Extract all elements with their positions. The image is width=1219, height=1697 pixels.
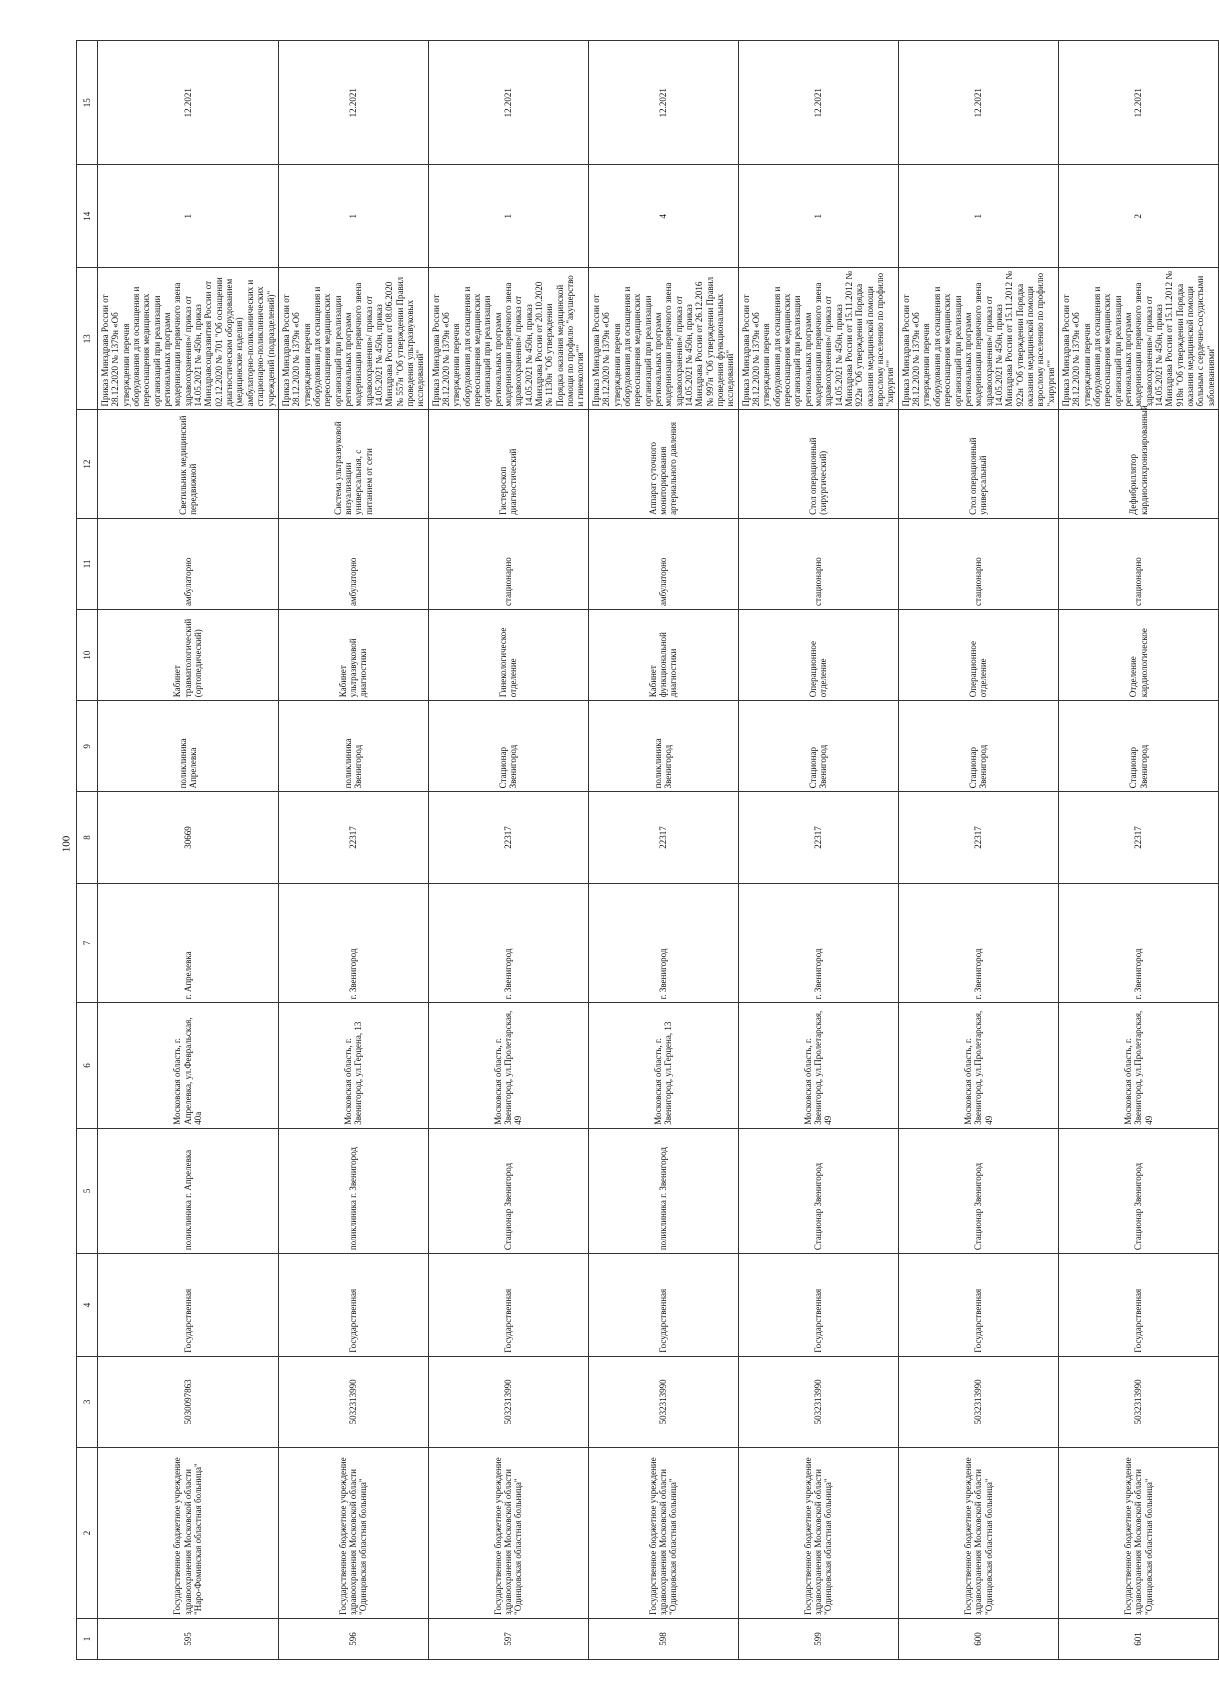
- unit-name: Стационар Звенигород: [898, 1128, 1058, 1253]
- care-conditions: стационарно: [738, 518, 898, 609]
- legal-basis: Приказ Минздрава России от 28.12.2020 № 1379н «Об утверждении перечня оборудования для оснащения и переоснащения медицинских организаций при реализации региональных программ модернизации первичного звена здравоохранения»/ приказ от 14.05.2021 № 450н, приказ Минздрава России от 20.10.2020 № 1130н "Об утверждении Порядка оказания медицинской помощи по профилю "акушерство и гинекология"": [428, 267, 588, 410]
- location-code: 22317: [588, 792, 738, 883]
- subunit-name: поликлиника Звенигород: [588, 701, 738, 792]
- department: Операционное отделение: [738, 610, 898, 701]
- row-number: 598: [588, 1618, 738, 1659]
- subunit-name: Стационар Звенигород: [898, 701, 1058, 792]
- row-number: 599: [738, 1618, 898, 1659]
- inn-code: 5032313990: [428, 1356, 588, 1447]
- address: Московская область, г. Звенигород, ул.Пролетарская, 49: [898, 1003, 1058, 1128]
- organization-name: Государственное бюджетное учреждение здравоохранения Московской области "Одинцовская областная больница": [898, 1447, 1058, 1618]
- column-header: 13: [77, 267, 98, 410]
- organization-name: Государственное бюджетное учреждение здравоохранения Московской области "Одинцовская областная больница": [278, 1447, 428, 1618]
- legal-basis: Приказ Минздрава России от 28.12.2020 № 1379н «Об утверждении перечня оборудования для оснащения и переоснащения медицинских организаций при реализации региональных программ модернизации первичного звена здравоохранения»/ приказ от 14.05.2021 № 450н, приказ Минздрава России от 15.11.2012 № 918н "Об утверждении Порядка оказания медицинской помощи больным с сердечно-сосудистыми заболеваниями": [1058, 267, 1218, 410]
- delivery-date: 12.2021: [898, 41, 1058, 165]
- address: Московская область, г. Звенигород, ул.Герцена, 13: [588, 1003, 738, 1128]
- quantity: 4: [588, 165, 738, 268]
- address: Московская область, г. Звенигород, ул.Пролетарская, 49: [1058, 1003, 1218, 1128]
- organization-name: Государственное бюджетное учреждение здравоохранения Московской области "Одинцовская областная больница": [428, 1447, 588, 1618]
- department: Кабинет травматологический (ортопедический): [98, 610, 279, 701]
- column-header: 7: [77, 883, 98, 1003]
- legal-basis: Приказ Минздрава России от 28.12.2020 № 1379н «Об утверждении перечня оборудования для оснащения и переоснащения медицинских организаций при реализации региональных программ модернизации первичного звена здравоохранения»/ приказ от 14.05.2021 № 450н, приказ Минздрава России от 15.11.2012 № 922н "Об утверждении Порядка оказания медицинской помощи взрослому населению по профилю "хирургия"": [738, 267, 898, 410]
- unit-name: поликлиника г. Апрелевка: [98, 1128, 279, 1253]
- table-row: [98, 41, 279, 1660]
- address: Московская область, г. Звенигород, ул.Герцена, 13: [278, 1003, 428, 1128]
- delivery-date: 12.2021: [278, 41, 428, 165]
- care-conditions: стационарно: [1058, 518, 1218, 609]
- column-header: 9: [77, 701, 98, 792]
- column-header: 2: [77, 1447, 98, 1618]
- ownership-form: Государственная: [738, 1254, 898, 1357]
- equipment-name: Гистероскоп диагностический: [428, 410, 588, 518]
- care-conditions: амбулаторно: [278, 518, 428, 609]
- column-header: 5: [77, 1128, 98, 1253]
- city: г. Звенигород: [1058, 883, 1218, 1003]
- location-code: 22317: [428, 792, 588, 883]
- legal-basis: Приказ Минздрава России от 28.12.2020 № 1379н «Об утверждении перечня оборудования для оснащения и переоснащения медицинских организаций при реализации региональных программ модернизации первичного звена здравоохранения»/ приказ от 14.05.2021 № 450н, приказ Минздрава России от 26.12.2016 № 997н "Об утверждении Правил проведения функциональных исследований": [588, 267, 738, 410]
- unit-name: Стационар Звенигород: [738, 1128, 898, 1253]
- delivery-date: 12.2021: [428, 41, 588, 165]
- table-row: [588, 41, 738, 1660]
- inn-code: 5032313990: [1058, 1356, 1218, 1447]
- column-header: 3: [77, 1356, 98, 1447]
- column-header: 8: [77, 792, 98, 883]
- delivery-date: 12.2021: [1058, 41, 1218, 165]
- equipment-name: Система ультразвуковой визуализации универсальная, с питанием от сети: [278, 410, 428, 518]
- care-conditions: амбулаторно: [588, 518, 738, 609]
- rotated-page: [76, 40, 1216, 1660]
- page-number: 100: [60, 835, 73, 853]
- ownership-form: Государственная: [1058, 1254, 1218, 1357]
- department: Кабинет функциональной диагностики: [588, 610, 738, 701]
- quantity: 1: [278, 165, 428, 268]
- equipment-name: Аппарат суточного мониторирования артериального давления: [588, 410, 738, 518]
- delivery-date: 12.2021: [588, 41, 738, 165]
- row-number: 601: [1058, 1618, 1218, 1659]
- quantity: 2: [1058, 165, 1218, 268]
- unit-name: поликлиника г. Звенигород: [588, 1128, 738, 1253]
- ownership-form: Государственная: [898, 1254, 1058, 1357]
- unit-name: Стационар Звенигород: [428, 1128, 588, 1253]
- quantity: 1: [428, 165, 588, 268]
- equipment-register-table: [76, 40, 1219, 1660]
- location-code: 22317: [278, 792, 428, 883]
- city: г. Звенигород: [428, 883, 588, 1003]
- column-header: 11: [77, 518, 98, 609]
- care-conditions: амбулаторно: [98, 518, 279, 609]
- row-number: 597: [428, 1618, 588, 1659]
- department: Кабинет ультразвуковой диагностики: [278, 610, 428, 701]
- care-conditions: стационарно: [898, 518, 1058, 609]
- quantity: 1: [98, 165, 279, 268]
- unit-name: поликлиника г. Звенигород: [278, 1128, 428, 1253]
- department: Операционное отделение: [898, 610, 1058, 701]
- column-header: 10: [77, 610, 98, 701]
- table-row: [428, 41, 588, 1660]
- table-row: [1058, 41, 1218, 1660]
- column-header: 4: [77, 1254, 98, 1357]
- department: Гинекологическое отделение: [428, 610, 588, 701]
- unit-name: Стационар Звенигород: [1058, 1128, 1218, 1253]
- equipment-name: Стол операционный универсальный: [898, 410, 1058, 518]
- table-row: [738, 41, 898, 1660]
- legal-basis: Приказ Минздрава России от 28.12.2020 № 1379н «Об утверждении перечня оборудования для оснащения и переоснащения медицинских организаций при реализации региональных программ модернизации первичного звена здравоохранения»/ приказ от 14.05.2021 № 450н, приказ Минздравсоцразвития России от 02.12.2020 № 701 "Об оснащении диагностическим оборудованием (медицинские изделия) амбулаторно-поликлинических и стационарно-поликлинических учреждений (подразделений)": [98, 267, 279, 410]
- subunit-name: поликлиника Звенигород: [278, 701, 428, 792]
- ownership-form: Государственная: [588, 1254, 738, 1357]
- ownership-form: Государственная: [98, 1254, 279, 1357]
- equipment-name: Светильник медицинский передвижной: [98, 410, 279, 518]
- inn-code: 5032313990: [738, 1356, 898, 1447]
- equipment-name: Дефибриллятор кардиосинхронизированный: [1058, 410, 1218, 518]
- quantity: 1: [898, 165, 1058, 268]
- subunit-name: поликлиника Апрелевка: [98, 701, 279, 792]
- inn-code: 5030097863: [98, 1356, 279, 1447]
- equipment-name: Стол операционный (хирургический): [738, 410, 898, 518]
- column-header: 15: [77, 41, 98, 165]
- subunit-name: Стационар Звенигород: [738, 701, 898, 792]
- address: Московская область, г. Звенигород, ул.Пролетарская, 49: [738, 1003, 898, 1128]
- table-row: [278, 41, 428, 1660]
- subunit-name: Стационар Звенигород: [428, 701, 588, 792]
- column-header: 1: [77, 1618, 98, 1659]
- subunit-name: Стационар Звенигород: [1058, 701, 1218, 792]
- address: Московская область, г. Звенигород, ул.Пролетарская, 49: [428, 1003, 588, 1128]
- row-number: 600: [898, 1618, 1058, 1659]
- city: г. Апрелевка: [98, 883, 279, 1003]
- location-code: 22317: [898, 792, 1058, 883]
- ownership-form: Государственная: [428, 1254, 588, 1357]
- city: г. Звенигород: [278, 883, 428, 1003]
- location-code: 22317: [738, 792, 898, 883]
- legal-basis: Приказ Минздрава России от 28.12.2020 № 1379н «Об утверждении перечня оборудования для оснащения и переоснащения медицинских организаций при реализации региональных программ модернизации первичного звена здравоохранения»/ приказ от 14.05.2021 № 450н, приказ Минздрава России от 15.11.2012 № 922н "Об утверждении Порядка оказания медицинской помощи взрослому населению по профилю "хирургия"": [898, 267, 1058, 410]
- row-number: 596: [278, 1618, 428, 1659]
- legal-basis: Приказ Минздрава России от 28.12.2020 № 1379н «Об утверждении перечня оборудования для оснащения и переоснащения медицинских организаций при реализации региональных программ модернизации первичного звена здравоохранения»/ приказ от 14.05.2021 № 450н, приказ Минздрава России от 08.06.2020 № 557н "Об утверждении Правил проведения ультразвуковых исследований": [278, 267, 428, 410]
- ownership-form: Государственная: [278, 1254, 428, 1357]
- column-header: 12: [77, 410, 98, 518]
- inn-code: 5032313990: [588, 1356, 738, 1447]
- care-conditions: стационарно: [428, 518, 588, 609]
- location-code: 30669: [98, 792, 279, 883]
- delivery-date: 12.2021: [98, 41, 279, 165]
- city: г. Звенигород: [588, 883, 738, 1003]
- address: Московская область, г. Апрелевка, ул.Февральская, 40а: [98, 1003, 279, 1128]
- organization-name: Государственное бюджетное учреждение здравоохранения Московской области "Наро-Фоминская областная больница": [98, 1447, 279, 1618]
- table-header: [77, 41, 98, 1660]
- table-body: [98, 41, 1219, 1660]
- delivery-date: 12.2021: [738, 41, 898, 165]
- organization-name: Государственное бюджетное учреждение здравоохранения Московской области "Одинцовская областная больница": [588, 1447, 738, 1618]
- location-code: 22317: [1058, 792, 1218, 883]
- inn-code: 5032313990: [278, 1356, 428, 1447]
- column-header: 14: [77, 165, 98, 268]
- city: г. Звенигород: [738, 883, 898, 1003]
- inn-code: 5032313990: [898, 1356, 1058, 1447]
- department: Отделение кардиологическое: [1058, 610, 1218, 701]
- column-header: 6: [77, 1003, 98, 1128]
- table-row: [898, 41, 1058, 1660]
- row-number: 595: [98, 1618, 279, 1659]
- quantity: 1: [738, 165, 898, 268]
- city: г. Звенигород: [898, 883, 1058, 1003]
- organization-name: Государственное бюджетное учреждение здравоохранения Московской области "Одинцовская областная больница": [1058, 1447, 1218, 1618]
- organization-name: Государственное бюджетное учреждение здравоохранения Московской области "Одинцовская областная больница": [738, 1447, 898, 1618]
